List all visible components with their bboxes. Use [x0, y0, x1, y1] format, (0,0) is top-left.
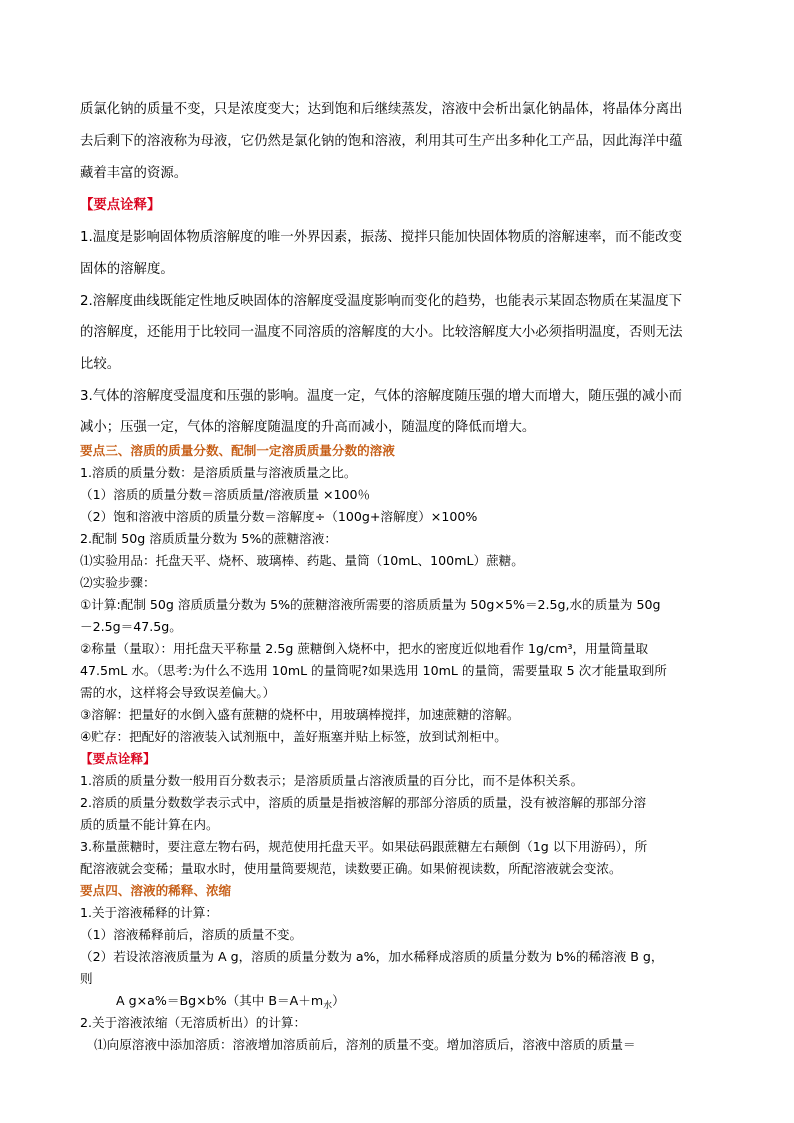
paragraph-line: ④贮存：把配好的溶液装入试剂瓶中，盖好瓶塞并贴上标签，放到试剂柜中。: [80, 729, 507, 744]
formula-text: A g×a%＝Bg×b%（其中 B＝A＋m: [116, 993, 324, 1008]
paragraph-line: 质氯化钠的质量不变，只是浓度变大；达到饱和后继续蒸发，溶液中会析出氯化钠晶体，将晶体分离出: [80, 102, 683, 117]
paragraph-line: ⑴实验用品：托盘天平、烧杯、玻璃棒、药匙、量筒（10mL、100mL）蔗糖。: [80, 553, 524, 568]
paragraph-line: （1）溶质的质量分数＝溶质质量/溶液质量 ×100％: [80, 487, 371, 502]
paragraph-line: （1）溶液稀释前后，溶质的质量不变。: [80, 927, 303, 942]
section-title: 要点三、溶质的质量分数、配制一定溶质质量分数的溶液: [80, 443, 395, 458]
paragraph-line: 2.配制 50g 溶质质量分数为 5%的蔗糖溶液：: [80, 531, 337, 546]
paragraph-line: 配溶液就会变稀；量取水时，使用量筒要规范，读数要正确。如果俯视读数，所配溶液就会变浓。: [80, 861, 622, 876]
paragraph-line: 1.关于溶液稀释的计算：: [80, 905, 218, 920]
paragraph-line: 1.温度是影响固体物质溶解度的唯一外界因素，振荡、搅拌只能加快固体物质的溶解速率，而不能改变: [80, 230, 682, 245]
paragraph-line: （2）饱和溶液中溶质的质量分数＝溶解度÷（100g+溶解度）×100%: [80, 509, 478, 524]
paragraph-line: 质的质量不能计算在内。: [80, 817, 219, 832]
paragraph-line: ⑵实验步骤：: [80, 575, 156, 590]
key-points-heading: 【要点诠释】: [80, 198, 161, 213]
key-points-heading: 【要点诠释】: [80, 751, 156, 766]
paragraph-line: 2.关于溶液浓缩（无溶质析出）的计算：: [80, 1015, 307, 1030]
paragraph-line: 3.气体的溶解度受温度和压强的影响。温度一定，气体的溶解度随压强的增大而增大，随压强的减小而: [80, 389, 682, 404]
paragraph-line: 则: [80, 971, 93, 986]
paragraph-line: ②称量（量取）：用托盘天平称量 2.5g 蔗糖倒入烧杯中，把水的密度近似地看作 1g/cm³，用量筒量取: [80, 641, 649, 656]
paragraph-line: ③溶解：把量好的水倒入盛有蔗糖的烧杯中，用玻璃棒搅拌，加速蔗糖的溶解。: [80, 707, 520, 722]
paragraph-line: 固体的溶解度。: [80, 262, 174, 277]
paragraph-line: －2.5g＝47.5g。: [80, 619, 182, 634]
paragraph-line: 的溶解度，还能用于比较同一温度不同溶质的溶解度的大小。比较溶解度大小必须指明温度，否则无法: [80, 325, 683, 340]
paragraph-line: 减小；压强一定，气体的溶解度随温度的升高而减小，随温度的降低而增大。: [80, 420, 536, 435]
paragraph-line: 藏着丰富的资源。: [80, 166, 188, 181]
paragraph-line: 去后剩下的溶液称为母液，它仍然是氯化钠的饱和溶液，利用其可生产出多种化工产品，因此海洋中蕴: [80, 134, 683, 149]
formula-line: [116, 993, 345, 1014]
paragraph-line: （2）若设浓溶液质量为 A g，溶质的质量分数为 a%，加水稀释成溶质的质量分数为 b%的稀溶液 B g，: [80, 949, 664, 964]
paragraph-line: 2.溶解度曲线既能定性地反映固体的溶解度受温度影响而变化的趋势，也能表示某固态物质在某温度下: [80, 294, 682, 309]
formula-subscript: 水: [323, 1001, 333, 1011]
paragraph-line: 3.称量蔗糖时，要注意左物右码，规范使用托盘天平。如果砝码跟蔗糖左右颠倒（1g 以下用游码），所: [80, 839, 648, 854]
paragraph-line: ⑴向原溶液中添加溶质：溶液增加溶质前后，溶剂的质量不变。增加溶质后，溶液中溶质的质量＝: [94, 1037, 636, 1052]
paragraph-line: 比较。: [80, 357, 121, 372]
formula-close: ）: [332, 993, 345, 1008]
paragraph-line: 1.溶质的质量分数：是溶质质量与溶液质量之比。: [80, 465, 357, 480]
paragraph-line: ①计算:配制 50g 溶质质量分数为 5%的蔗糖溶液所需要的溶质质量为 50g×5%＝2.5g,水的质量为 50g: [80, 597, 661, 612]
paragraph-line: 2.溶质的质量分数数学表示式中，溶质的质量是指被溶解的那部分溶质的质量，没有被溶解的那部分溶: [80, 795, 647, 810]
section-title: 要点四、溶液的稀释、浓缩: [80, 883, 232, 898]
paragraph-line: 需的水，这样将会导致误差偏大。）: [80, 685, 276, 700]
paragraph-line: 1.溶质的质量分数一般用百分数表示；是溶质质量占溶液质量的百分比，而不是体积关系。: [80, 773, 584, 788]
paragraph-line: 47.5mL 水。（思考:为什么不选用 10mL 的量筒呢?如果选用 10mL 的量筒，需要量取 5 次才能量取到所: [80, 663, 667, 678]
